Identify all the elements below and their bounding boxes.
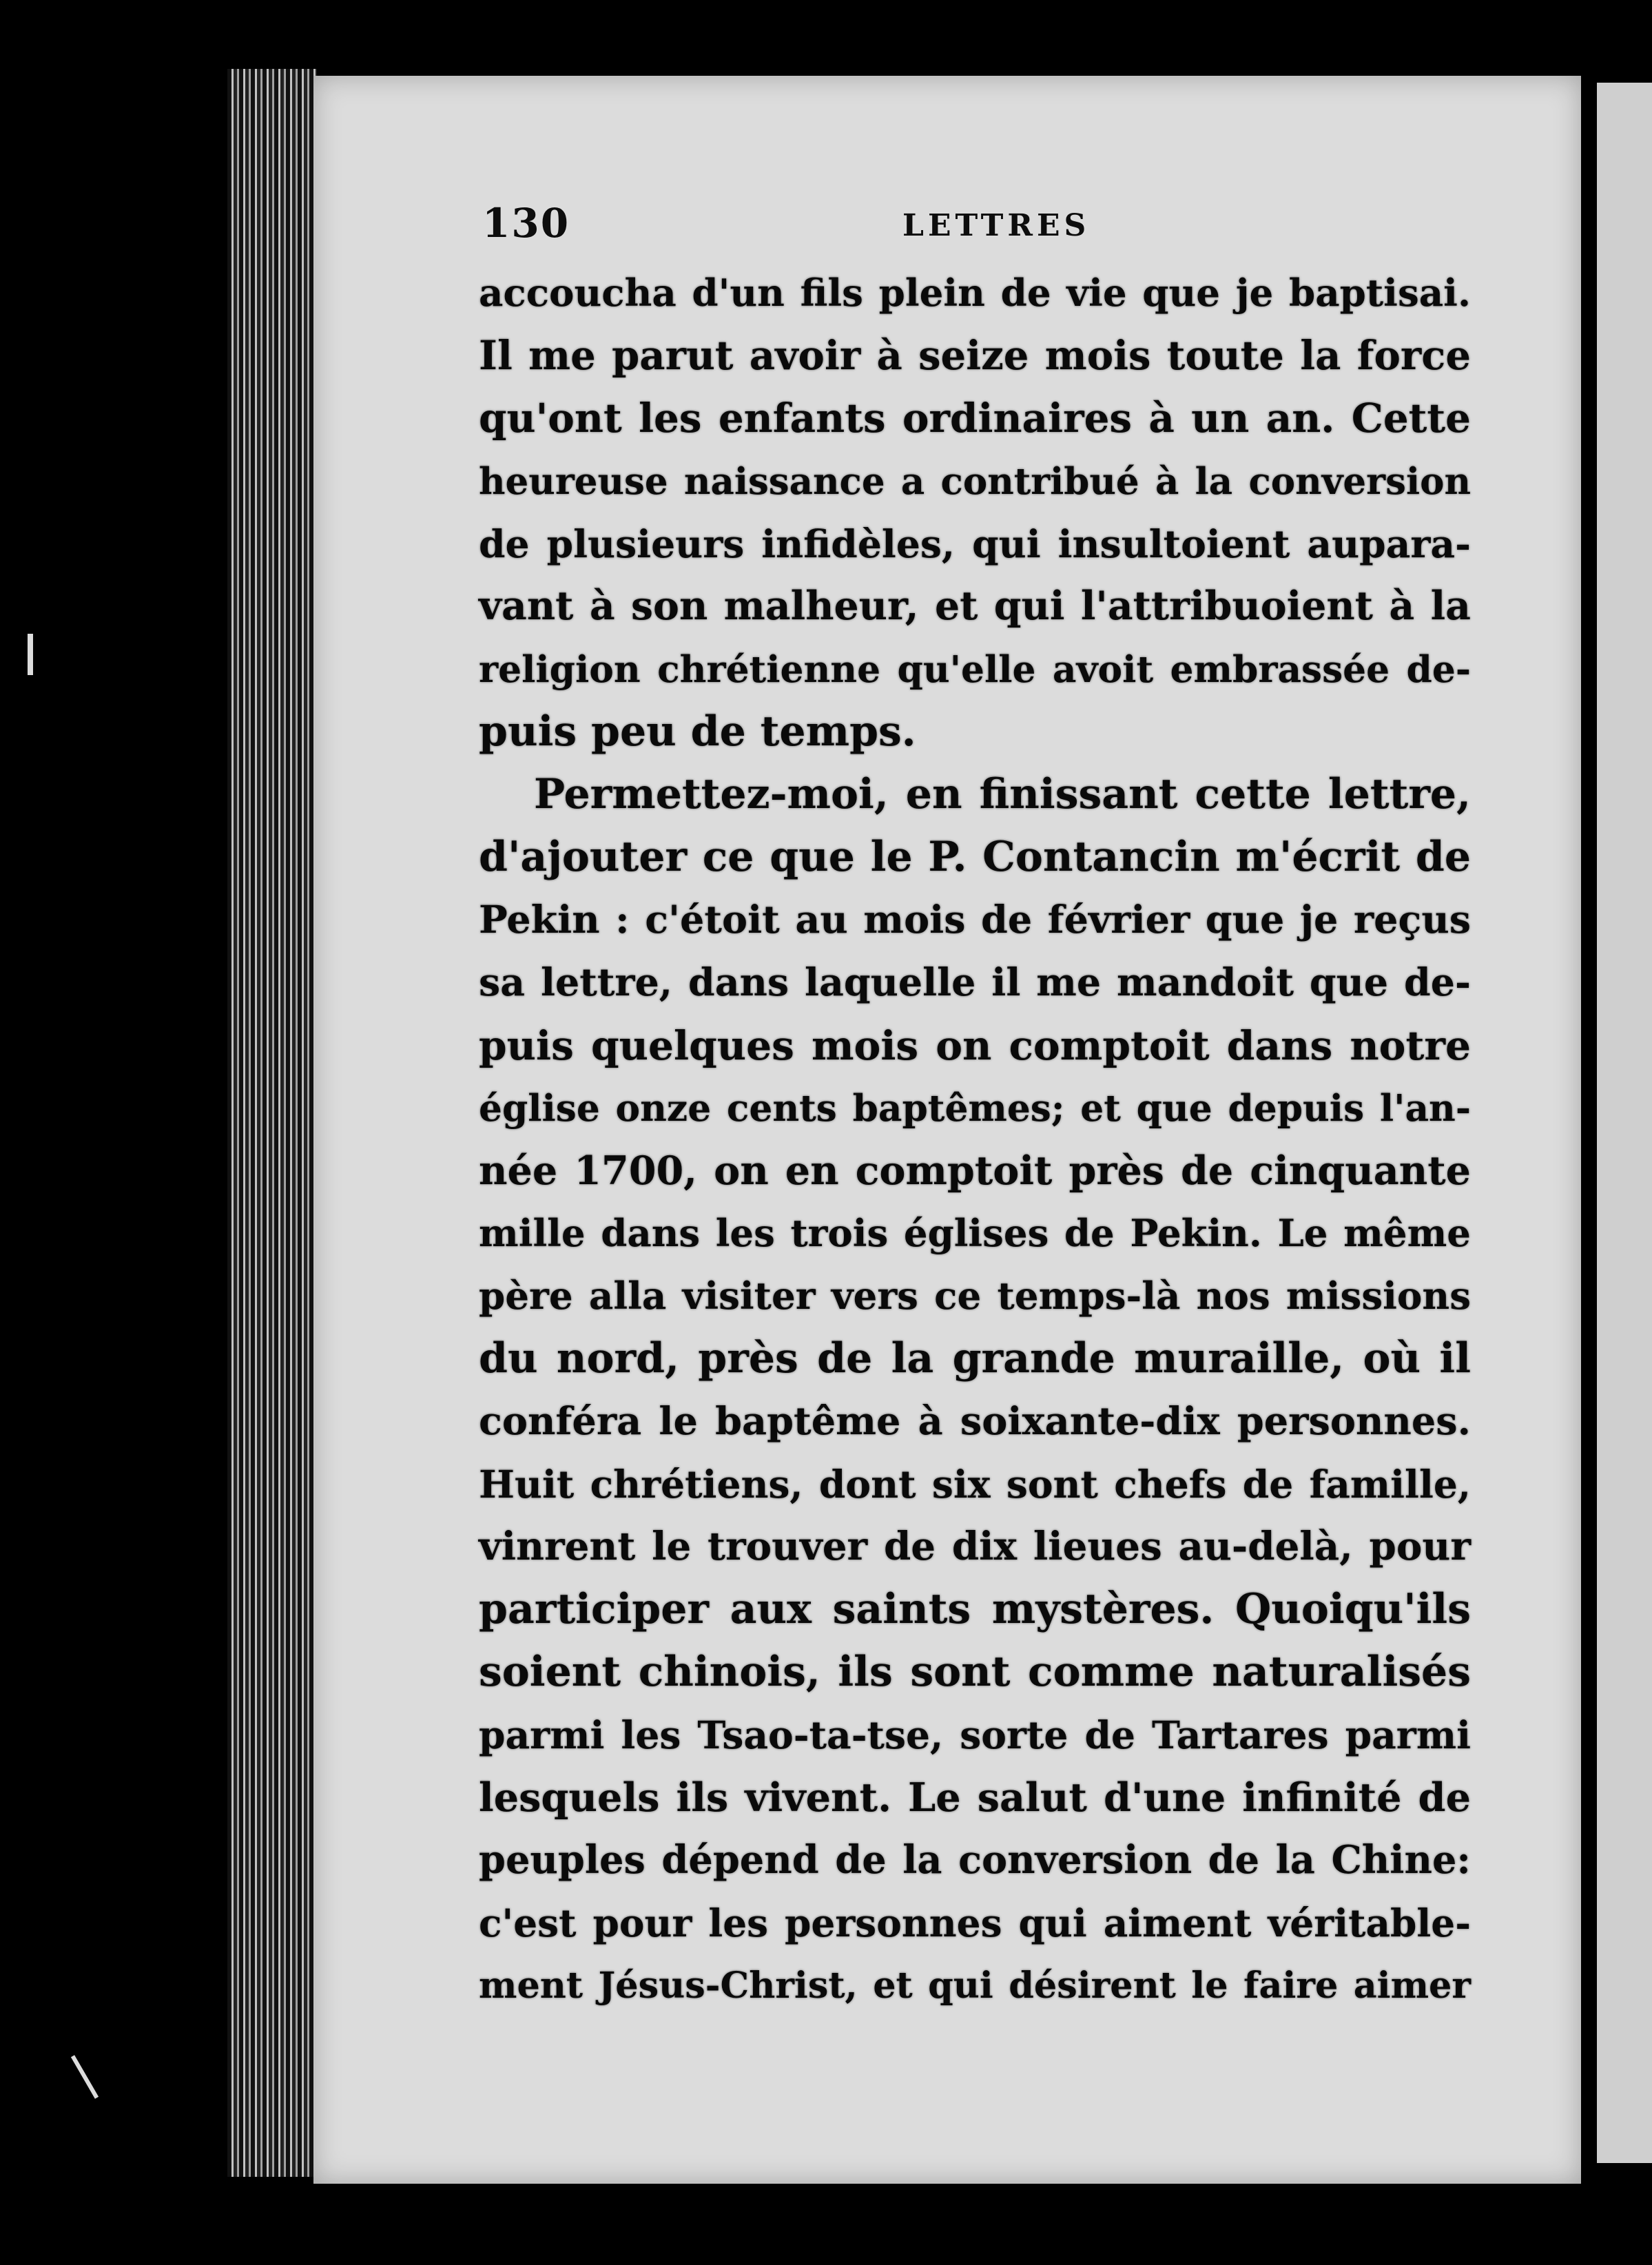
text-line: de plusieurs infidèles, qui insultoient aupara- [479, 521, 1471, 566]
scan-artifact [28, 634, 33, 675]
text-line: mille dans les trois églises de Pekin. Le même [479, 1211, 1471, 1255]
running-title: LETTRES [902, 208, 1091, 243]
text-line: Il me parut avoir à seize mois toute la force [479, 332, 1471, 379]
text-line: heureuse naissance a contribué à la conversion [479, 459, 1471, 503]
text-line: religion chrétienne qu'elle avoit embrassée de- [479, 648, 1471, 691]
page-number: 130 [482, 200, 570, 247]
text-line: née 1700, on en comptoit près de cinquante [479, 1148, 1471, 1194]
page-header [482, 200, 1467, 255]
text-line: puis peu de temps. [479, 707, 916, 756]
text-line: c'est pour les personnes qui aiment véritable- [479, 1901, 1471, 1945]
text-line: père alla visiter vers ce temps-là nos missions [479, 1274, 1471, 1318]
text-line: conféra le baptême à soixante-dix personnes. [479, 1399, 1471, 1444]
text-line: participer aux saints mystères. Quoiqu'ils [479, 1585, 1471, 1633]
text-line: Pekin : c'étoit au mois de février que je reçus [479, 898, 1471, 942]
text-line: vant à son malheur, et qui l'attribuoient à la [479, 583, 1471, 629]
text-line: sa lettre, dans laquelle il me mandoit que de- [479, 960, 1471, 1005]
book-fore-edge [227, 69, 317, 2177]
text-line: ment Jésus-Christ, et qui désirent le faire aimer [479, 1965, 1471, 2007]
text-line: puis quelques mois on comptoit dans notre [479, 1022, 1471, 1069]
scan-artifact [71, 2055, 99, 2099]
text-line: église onze cents baptêmes; et que depuis l'an- [479, 1086, 1471, 1130]
text-line: lesquels ils vivent. Le salut d'une infinité de [479, 1774, 1471, 1821]
facing-page-edge [1584, 83, 1652, 2163]
text-line: qu'ont les enfants ordinaires à un an. Cette [479, 395, 1471, 442]
body-text [479, 262, 1471, 2017]
text-line: parmi les Tsao-ta-tse, sorte de Tartares parmi [479, 1713, 1471, 1757]
text-line: d'ajouter ce que le P. Contancin m'écrit de [479, 833, 1471, 881]
text-line: soient chinois, ils sont comme naturalisés [479, 1648, 1471, 1696]
text-line: du nord, près de la grande muraille, où il [479, 1334, 1471, 1383]
text-line: Huit chrétiens, dont six sont chefs de famille, [479, 1462, 1471, 1507]
text-line: Permettez-moi, en finissant cette lettre, [534, 770, 1471, 818]
text-line: accoucha d'un fils plein de vie que je baptisai. [479, 271, 1471, 315]
text-line: peuples dépend de la conversion de la Chine: [479, 1838, 1471, 1883]
text-line: vinrent le trouver de dix lieues au-delà, pour [479, 1524, 1471, 1569]
